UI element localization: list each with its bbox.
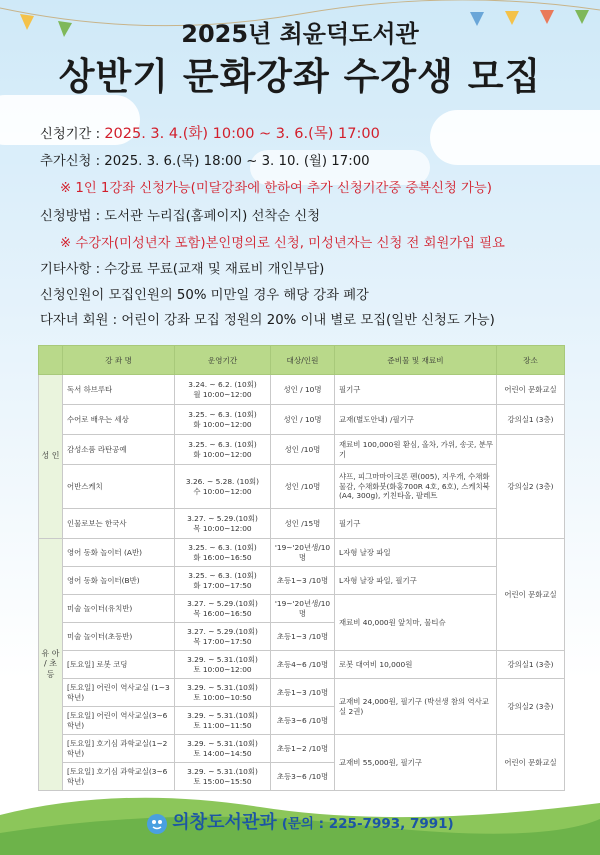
course-period: 3.29. ~ 5.31.(10회) 토 14:00~14:50 — [175, 735, 271, 763]
category-child: 유 아 / 초 등 — [39, 539, 63, 791]
course-name: 독서 하브루타 — [63, 375, 175, 405]
course-materials: 재료비 100,000원 환심, 올차, 가위, 송곳, 분무기 — [335, 435, 497, 465]
course-materials: 교재비 24,000원, 필기구 (박선생 참의 역사교실 2권) — [335, 679, 497, 735]
course-period: 3.29. ~ 5.31.(10회) 토 15:00~15:50 — [175, 763, 271, 791]
course-place: 어린이 문화교실 — [497, 539, 565, 651]
category-adult: 성 인 — [39, 375, 63, 539]
course-period: 3.27. ~ 5.29.(10회) 목 16:00~16:50 — [175, 595, 271, 623]
table-row — [39, 735, 565, 763]
course-target: 초등1~3 /10명 — [271, 623, 335, 651]
etc-line: 기타사항 : 수강료 무료(교재 및 재료비 개인부담) — [40, 262, 325, 277]
course-name: 미술 놀이터(유치반) — [63, 595, 175, 623]
course-name: 영어 동화 놀이터(B반) — [63, 567, 175, 595]
library-name: 의창도서관과 — [172, 812, 277, 833]
header-period: 운영기간 — [175, 346, 271, 375]
course-period: 3.29. ~ 5.31.(10회) 토 11:00~11:50 — [175, 707, 271, 735]
course-materials: L자형 날장 파일 — [335, 539, 497, 567]
note-one-course: ※ 1인 1강좌 신청가능(미달강좌에 한하여 추가 신청기간중 중복신청 가능) — [60, 181, 492, 196]
table-row — [39, 375, 565, 405]
course-materials: 교재(별도안내) /필기구 — [335, 405, 497, 435]
course-target: '19~'20년생/10명 — [271, 595, 335, 623]
course-target: 초등4~6 /10명 — [271, 651, 335, 679]
course-target: 초등1~2 /10명 — [271, 735, 335, 763]
course-target: 성인 /10명 — [271, 435, 335, 465]
course-period: 3.27. ~ 5.29.(10회) 목 17:00~17:50 — [175, 623, 271, 651]
course-name: 수어로 배우는 세상 — [63, 405, 175, 435]
course-period: 3.25. ~ 6.3. (10회) 화 10:00~12:00 — [175, 435, 271, 465]
course-target: 초등1~3 /10명 — [271, 567, 335, 595]
course-materials: 필기구 — [335, 375, 497, 405]
footer — [0, 808, 600, 835]
mascot-icon — [146, 813, 168, 835]
cloud-decoration — [430, 110, 600, 165]
table-row — [39, 679, 565, 707]
header-course-name: 강 좌 명 — [63, 346, 175, 375]
course-place: 강의실1 (3층) — [497, 405, 565, 435]
course-name: 인물로보는 한국사 — [63, 509, 175, 539]
header-category — [39, 346, 63, 375]
course-name: [토요일] 어린이 역사교실 (1~3학년) — [63, 679, 175, 707]
apply-period: 2025. 3. 4.(화) 10:00 ~ 3. 6.(목) 17:00 — [104, 126, 380, 142]
course-target: 초등3~6 /10명 — [271, 707, 335, 735]
course-target: 성인 /15명 — [271, 509, 335, 539]
course-place: 어린이 문화교실 — [497, 375, 565, 405]
table-row — [39, 651, 565, 679]
year-title: 2025년 최윤덕도서관 — [181, 20, 419, 48]
course-target: '19~'20년생/10명 — [271, 539, 335, 567]
course-period: 3.25. ~ 6.3. (10회) 화 16:00~16:50 — [175, 539, 271, 567]
course-place: 어린이 문화교실 — [497, 735, 565, 791]
course-name: 감성소품 라탄공예 — [63, 435, 175, 465]
course-materials: 로봇 대여비 10,000원 — [335, 651, 497, 679]
header-materials: 준비물 및 재료비 — [335, 346, 497, 375]
course-materials: 교재비 55,000원, 필기구 — [335, 735, 497, 791]
header-target: 대상/인원 — [271, 346, 335, 375]
course-period: 3.24. ~ 6.2. (10회) 월 10:00~12:00 — [175, 375, 271, 405]
course-period: 3.29. ~ 5.31.(10회) 토 10:00~12:00 — [175, 651, 271, 679]
course-materials: 샤프, 피그마마이크론 펜(005), 지우개, 수채화물감, 수채화붓(화홍700R 4호, 6호), 스케치북(A4, 300g), 키친타올, 팔레트 — [335, 465, 497, 509]
table-row — [39, 435, 565, 465]
table-row — [39, 595, 565, 623]
course-name: [토요일] 어린이 역사교실(3~6학년) — [63, 707, 175, 735]
course-target: 성인 / 10명 — [271, 405, 335, 435]
course-name: 영어 동화 놀이터 (A반) — [63, 539, 175, 567]
multi-child-line: 다자녀 회원 : 어린이 강좌 모집 정원의 20% 이내 별로 모집(일반 신청도 가능) — [40, 313, 495, 328]
course-materials: 재료비 40,000원 앞치마, 물티슈 — [335, 595, 497, 651]
course-name: [토요일] 로봇 코딩 — [63, 651, 175, 679]
course-name: [토요일] 호기심 과학교실(3~6학년) — [63, 763, 175, 791]
extra-apply-line: 추가신청 : 2025. 3. 6.(목) 18:00 ~ 3. 10. (월) 17:00 — [40, 154, 370, 169]
apply-label: 신청기간 : — [40, 127, 105, 142]
course-period: 3.26. ~ 5.28. (10회) 수 10:00~12:00 — [175, 465, 271, 509]
header-place: 장소 — [497, 346, 565, 375]
table-row — [39, 567, 565, 595]
course-period: 3.27. ~ 5.29.(10회) 목 10:00~12:00 — [175, 509, 271, 539]
course-place: 강의실1 (3층) — [497, 651, 565, 679]
schedule-table — [38, 345, 565, 791]
course-period: 3.25. ~ 6.3. (10회) 화 17:00~17:50 — [175, 567, 271, 595]
apply-period-line — [40, 122, 380, 143]
course-name: [토요일] 호기심 과학교실(1~2학년) — [63, 735, 175, 763]
course-place: 강의실2 (3층) — [497, 679, 565, 735]
course-place: 강의실2 (3층) — [497, 435, 565, 539]
note-member: ※ 수강자(미성년자 포함)본인명의로 신청, 미성년자는 신청 전 회원가입 필요 — [60, 236, 505, 251]
course-materials: 필기구 — [335, 509, 497, 539]
apply-method-line: 신청방법 : 도서관 누리집(홈페이지) 선착순 신청 — [40, 209, 321, 224]
course-target: 성인 / 10명 — [271, 375, 335, 405]
table-row — [39, 405, 565, 435]
table-header-row — [39, 346, 565, 375]
cancel-line: 신청인원이 모집인원의 50% 미만일 경우 해당 강좌 폐강 — [40, 288, 369, 303]
course-target: 성인 /10명 — [271, 465, 335, 509]
course-name: 미술 놀이터(초등반) — [63, 623, 175, 651]
course-target: 초등1~3 /10명 — [271, 679, 335, 707]
table-row — [39, 465, 565, 509]
course-period: 3.25. ~ 6.3. (10회) 화 10:00~12:00 — [175, 405, 271, 435]
main-title: 상반기 문화강좌 수강생 모집 — [58, 55, 542, 98]
table-row — [39, 539, 565, 567]
contact-phone: (문의 : 225-7993, 7991) — [281, 816, 454, 832]
course-materials: L자형 날장 파일, 필기구 — [335, 567, 497, 595]
course-period: 3.29. ~ 5.31.(10회) 토 10:00~10:50 — [175, 679, 271, 707]
course-target: 초등3~6 /10명 — [271, 763, 335, 791]
course-name: 어반스케치 — [63, 465, 175, 509]
table-row — [39, 509, 565, 539]
